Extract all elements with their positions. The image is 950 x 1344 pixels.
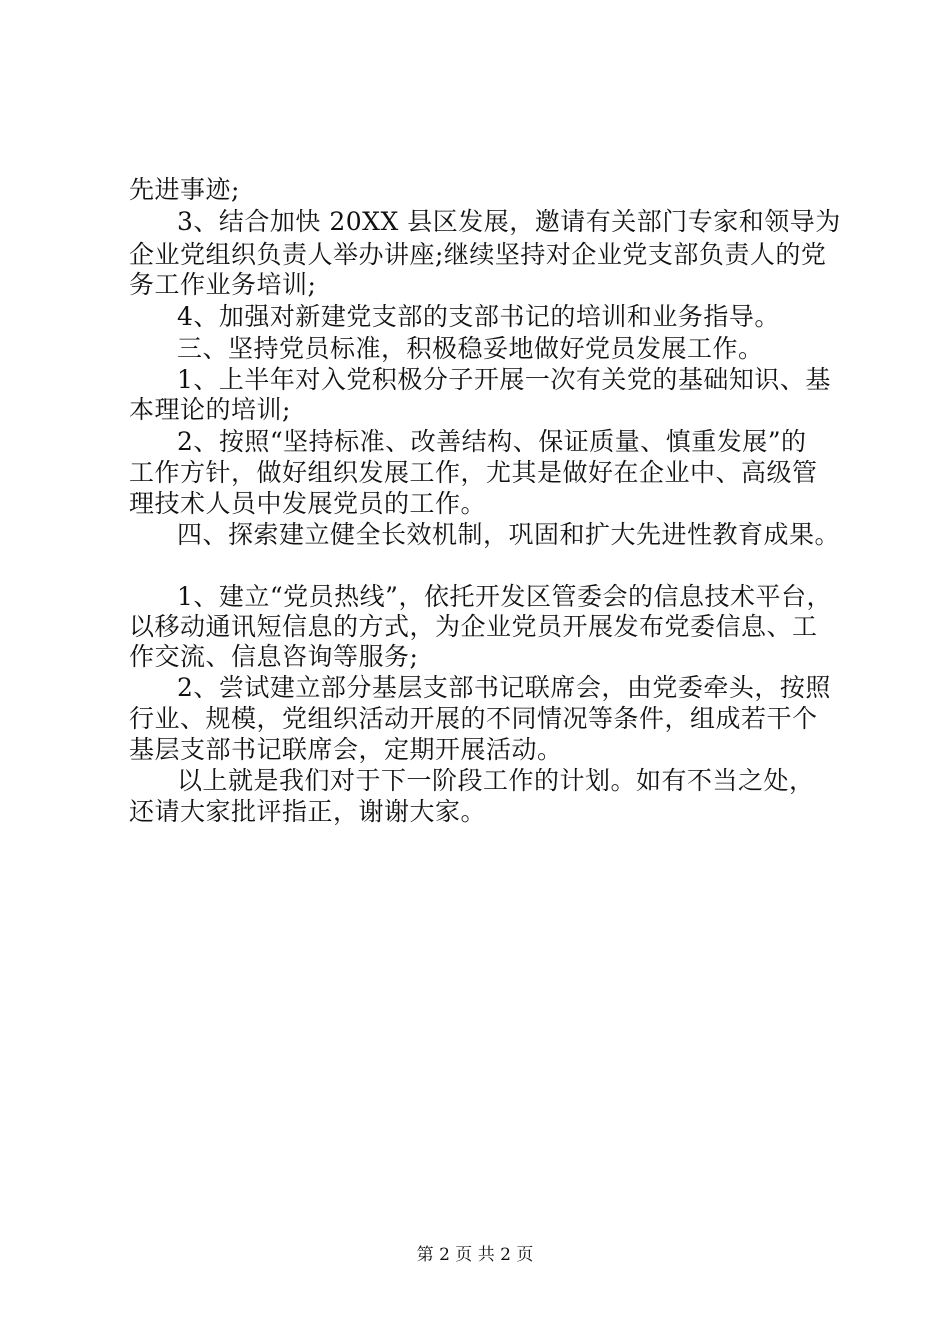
text-line: 先进事迹; <box>129 175 240 204</box>
text-line: 基层支部书记联席会，定期开展活动。 <box>129 735 563 764</box>
text-line: 务工作业务培训; <box>129 270 317 299</box>
section-heading: 四、探索建立健全长效机制，巩固和扩大先进性教育成果。 <box>177 520 841 549</box>
page-footer: 第 2 页 共 2 页 <box>416 1245 534 1265</box>
text-line: 本理论的培训; <box>129 395 291 424</box>
text-line: 理技术人员中发展党员的工作。 <box>129 489 487 518</box>
text-line: 企业党组织负责人举办讲座;继续坚持对企业党支部负责人的党 <box>129 240 827 269</box>
text-line: 3、结合加快 20XX 县区发展，邀请有关部门专家和领导为 <box>177 207 841 236</box>
text-line: 2、尝试建立部分基层支部书记联席会，由党委牵头，按照 <box>177 673 831 702</box>
text-line: 以移动通讯短信息的方式，为企业党员开展发布党委信息、工 <box>129 612 818 641</box>
text-line: 1、建立“党员热线”，依托开发区管委会的信息技术平台， <box>177 582 832 611</box>
text-line: 作交流、信息咨询等服务; <box>129 642 419 671</box>
text-line: 以上就是我们对于下一阶段工作的计划。如有不当之处， <box>177 766 815 795</box>
text-line: 工作方针，做好组织发展工作，尤其是做好在企业中、高级管 <box>129 458 818 487</box>
section-heading: 三、坚持党员标准，积极稳妥地做好党员发展工作。 <box>177 334 764 363</box>
text-line: 还请大家批评指正，谢谢大家。 <box>129 797 487 826</box>
text-line: 1、上半年对入党积极分子开展一次有关党的基础知识、基 <box>177 365 831 394</box>
text-line: 4、加强对新建党支部的支部书记的培训和业务指导。 <box>177 302 780 331</box>
text-line: 2、按照“坚持标准、改善结构、保证质量、慎重发展”的 <box>177 427 807 456</box>
text-line: 行业、规模，党组织活动开展的不同情况等条件，组成若干个 <box>129 704 818 733</box>
